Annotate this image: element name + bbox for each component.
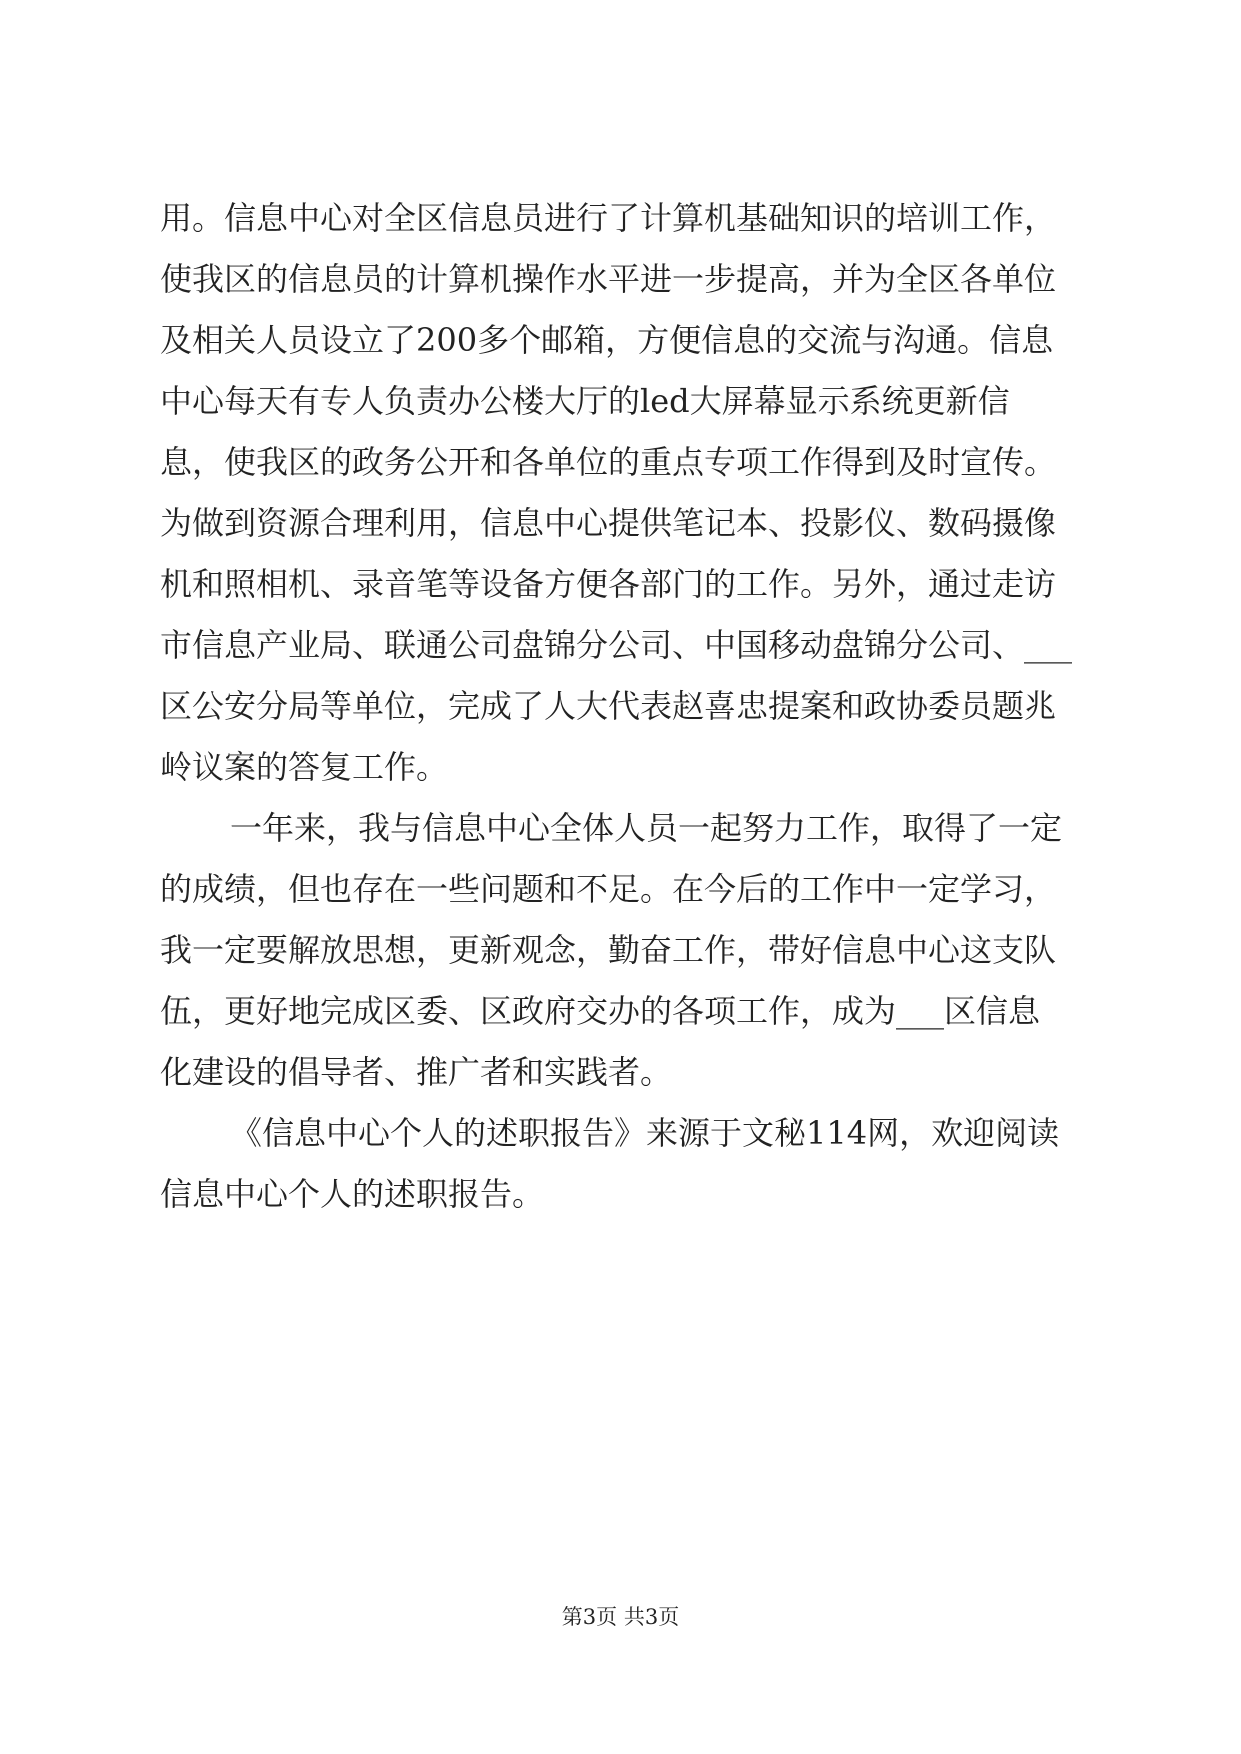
text-line-6: 为做到资源合理利用，信息中心提供笔记本、投影仪、数码摄像 [160,504,1057,542]
text-line-11: 一年来，我与信息中心全体人员一起努力工作，取得了一定 [230,809,1063,847]
text-line-5: 息，使我区的政务公开和各单位的重点专项工作得到及时宣传。 [160,443,1057,481]
text-line-10: 岭议案的答复工作。 [160,748,449,786]
text-line-8: 市信息产业局、联通公司盘锦分公司、中国移动盘锦分公司、___ [160,626,1073,664]
text-line-4: 中心每天有专人负责办公楼大厅的led大屏幕显示系统更新信 [160,382,1010,420]
text-line-3: 及相关人员设立了200多个邮箱，方便信息的交流与沟通。信息 [160,321,1054,359]
text-line-14: 伍，更好地完成区委、区政府交办的各项工作，成为___区信息 [160,992,1041,1030]
text-line-9: 区公安分局等单位，完成了人大代表赵喜忠提案和政协委员题兆 [160,687,1057,725]
page-number-footer: 第3页 共3页 [561,1605,680,1629]
text-line-12: 的成绩，但也存在一些问题和不足。在今后的工作中一定学习， [160,870,1057,908]
text-line-1: 用。信息中心对全区信息员进行了计算机基础知识的培训工作， [160,199,1057,237]
text-line-16: 《信息中心个人的述职报告》来源于文秘114网，欢迎阅读 [230,1114,1060,1152]
text-line-7: 机和照相机、录音笔等设备方便各部门的工作。另外，通过走访 [160,565,1057,603]
text-line-2: 使我区的信息员的计算机操作水平进一步提高，并为全区各单位 [160,260,1057,298]
text-line-15: 化建设的倡导者、推广者和实践者。 [160,1053,673,1091]
text-line-17: 信息中心个人的述职报告。 [160,1175,545,1213]
text-line-13: 我一定要解放思想，更新观念，勤奋工作，带好信息中心这支队 [160,931,1057,969]
